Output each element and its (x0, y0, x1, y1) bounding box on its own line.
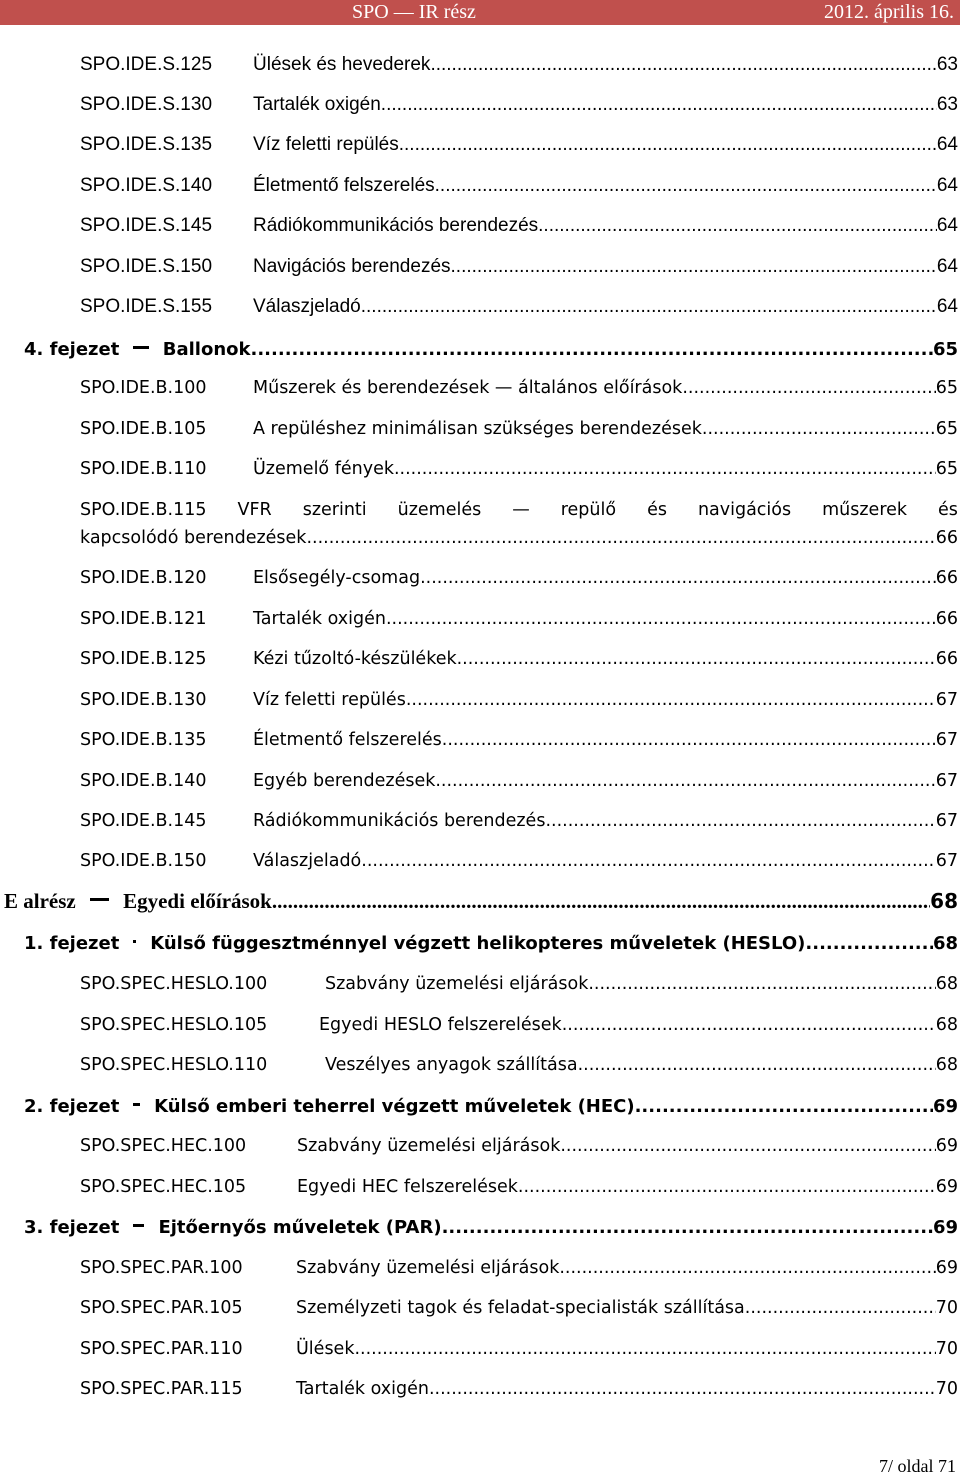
entry-code: SPO.IDE.B.105 (80, 419, 207, 439)
entry-code: SPO.IDE.B.100 (80, 378, 207, 398)
entry-title: Szabvány üzemelési eljárások (297, 1136, 561, 1156)
dot-leader (381, 94, 937, 116)
entry-page: 69 (935, 1177, 958, 1197)
entry-code: SPO.SPEC.PAR.100 (80, 1258, 243, 1278)
entry-page: 66 (935, 649, 958, 669)
entry-page: 70 (935, 1379, 958, 1399)
entry-page: 65 (935, 378, 958, 398)
dot-leader (251, 339, 933, 360)
dot-leader (435, 175, 937, 197)
dot-leader (635, 1096, 933, 1117)
dot-leader (538, 215, 937, 237)
header-date: 2012. április 16. (824, 1, 954, 23)
dot-leader (429, 1379, 936, 1399)
entry-title: Rádiókommunikációs berendezés (253, 811, 546, 831)
dot-leader (702, 419, 936, 439)
entry-title-word: VFR (237, 500, 272, 520)
toc-entry[interactable] (80, 1172, 958, 1202)
entry-code: SPO.SPEC.HEC.105 (80, 1177, 247, 1197)
entry-code: SPO.IDE.S.155 (80, 296, 213, 317)
toc-entry[interactable] (80, 171, 958, 201)
toc-entry[interactable] (80, 50, 958, 80)
dot-leader (745, 1298, 936, 1318)
entry-title-word: szerinti (302, 500, 367, 520)
toc-chapter[interactable] (24, 1091, 958, 1121)
entry-page: 66 (935, 568, 958, 588)
toc-entry[interactable] (80, 604, 958, 634)
entry-title: Elsősegély-csomag (253, 568, 421, 588)
entry-code: SPO.SPEC.HESLO.105 (80, 1015, 268, 1035)
dot-leader (588, 974, 935, 994)
entry-title: Válaszjeladó (253, 296, 361, 317)
entry-title: Személyzeti tagok és feladat-specialisták szállítása (296, 1298, 745, 1318)
entry-code: SPO.IDE.S.135 (80, 134, 213, 155)
dot-leader (272, 889, 930, 914)
toc-entry[interactable] (80, 1010, 958, 1040)
entry-page: 63 (936, 94, 958, 115)
entry-title: Életmentő felszerelés (253, 730, 442, 750)
entry-code: SPO.IDE.S.130 (80, 94, 213, 115)
entry-page: 68 (935, 974, 958, 994)
entry-title: Rádiókommunikációs berendezés (253, 215, 539, 236)
entry-code: SPO.IDE.B.110 (80, 459, 207, 479)
page-header (0, 0, 960, 25)
entry-title: Ülések és hevederek (253, 54, 431, 75)
toc-entry[interactable] (80, 373, 958, 403)
entry-code: SPO.IDE.B.120 (80, 568, 207, 588)
chapter-title: Külső emberi teherrel végzett műveletek (HEC) (154, 1095, 635, 1117)
entry-title: Ülések (296, 1339, 355, 1359)
dot-leader (420, 568, 936, 588)
entry-page: 64 (936, 175, 958, 196)
entry-page: 68 (930, 889, 958, 913)
entry-title: Kézi tűzoltó-készülékek (253, 649, 457, 669)
dot-leader (457, 649, 936, 669)
entry-page: 69 (935, 1136, 958, 1156)
entry-page: 66 (935, 528, 958, 548)
entry-page: 67 (935, 771, 958, 791)
toc-entry[interactable] (80, 1050, 958, 1080)
entry-code: SPO.IDE.B.121 (80, 609, 207, 629)
entry-page: 66 (935, 609, 958, 629)
entry-page: 65 (935, 459, 958, 479)
dot-leader (805, 933, 933, 954)
chapter-label: 2. fejezet (24, 1095, 120, 1117)
chapter-title: Külső függesztménnyel végzett helikopteres műveletek (HESLO) (150, 932, 806, 954)
toc-entry[interactable] (80, 90, 958, 120)
entry-code: SPO.IDE.B.140 (80, 771, 207, 791)
toc-entry[interactable] (80, 1131, 958, 1161)
chapter-title: Ballonok (162, 338, 251, 360)
em-dash (133, 940, 136, 943)
entry-code: SPO.IDE.B.115 (80, 500, 207, 520)
toc-entry[interactable] (80, 846, 958, 876)
entry-page: 68 (935, 1055, 958, 1075)
entry-title: Navigációs berendezés (253, 256, 451, 277)
header-title: SPO — IR rész (352, 1, 476, 23)
entry-page: 70 (935, 1339, 958, 1359)
dot-leader (442, 1217, 933, 1238)
dot-leader (451, 256, 937, 278)
dot-leader (682, 378, 935, 398)
entry-page: 68 (932, 932, 958, 954)
entry-page: 70 (935, 1298, 958, 1318)
entry-code: SPO.IDE.S.140 (80, 175, 213, 196)
em-dash (133, 1103, 140, 1106)
toc-entry[interactable] (80, 1293, 958, 1323)
entry-title: Egyéb berendezések (253, 771, 436, 791)
entry-title: Tartalék oxigén (253, 94, 381, 115)
em-dash (133, 346, 148, 349)
chapter-title: Ejtőernyős műveletek (PAR) (158, 1216, 442, 1238)
part-title: Egyedi előírások (123, 888, 272, 913)
page-footer: 7/ oldal 71 (879, 1456, 956, 1476)
entry-title: Szabvány üzemelési eljárások (296, 1258, 560, 1278)
entry-page: 65 (932, 338, 958, 360)
toc-entry[interactable] (80, 969, 958, 999)
part-label: E alrész (4, 888, 76, 913)
entry-page: 64 (936, 215, 958, 236)
entry-title-word: és (938, 500, 958, 520)
entry-code: SPO.SPEC.PAR.110 (80, 1339, 243, 1359)
toc-entry[interactable] (80, 414, 958, 444)
entry-title-word: repülő (560, 500, 617, 520)
toc-entry[interactable] (80, 130, 958, 160)
entry-code: SPO.IDE.B.130 (80, 690, 207, 710)
chapter-label: 4. fejezet (24, 338, 120, 360)
toc-chapter[interactable] (24, 334, 958, 364)
entry-title: Tartalék oxigén (296, 1379, 429, 1399)
entry-page: 67 (935, 851, 958, 871)
entry-title-word: és (647, 500, 667, 520)
dot-leader (354, 1339, 935, 1359)
entry-title: Válaszjeladó (253, 851, 362, 871)
entry-page: 68 (935, 1015, 958, 1035)
entry-title: Egyedi HESLO felszerelések (319, 1015, 562, 1035)
dot-leader (562, 1015, 936, 1035)
entry-code: SPO.SPEC.HESLO.110 (80, 1055, 268, 1075)
entry-title: Egyedi HEC felszerelések (297, 1177, 518, 1197)
dot-leader (361, 851, 935, 871)
dot-leader (361, 296, 937, 318)
dot-leader (560, 1136, 935, 1156)
toc-entry[interactable] (80, 1374, 958, 1404)
toc-entry[interactable] (80, 292, 958, 322)
entry-page: 63 (936, 54, 958, 75)
entry-title: kapcsolódó berendezések (80, 528, 307, 548)
toc-entry[interactable] (80, 1334, 958, 1364)
em-dash (90, 898, 109, 901)
entry-title: Műszerek és berendezések — általános előírások (253, 378, 683, 398)
entry-code: SPO.IDE.B.150 (80, 851, 207, 871)
dot-leader (442, 730, 936, 750)
dot-leader (435, 771, 935, 791)
entry-title-word: üzemelés (397, 500, 482, 520)
dot-leader (518, 1177, 936, 1197)
toc-entry[interactable] (80, 644, 958, 674)
chapter-label: 3. fejezet (24, 1216, 120, 1238)
chapter-label: 1. fejezet (24, 932, 120, 954)
entry-code: SPO.SPEC.PAR.115 (80, 1379, 243, 1399)
wrapped-line-2 (80, 524, 958, 552)
toc-entry[interactable] (80, 252, 958, 282)
toc-part[interactable] (4, 886, 958, 916)
entry-code: SPO.SPEC.PAR.105 (80, 1298, 243, 1318)
toc-entry[interactable] (80, 725, 958, 755)
em-dash (133, 1224, 144, 1227)
entry-page: 67 (935, 690, 958, 710)
entry-title: Tartalék oxigén (253, 609, 386, 629)
entry-page: 64 (936, 256, 958, 277)
toc-chapter[interactable] (24, 928, 958, 958)
entry-title: Életmentő felszerelés (253, 175, 435, 196)
dot-leader (394, 459, 936, 479)
entry-title: Víz feletti repülés (253, 690, 406, 710)
dot-leader (386, 609, 936, 629)
entry-code: SPO.IDE.S.145 (80, 215, 213, 236)
entry-page: 69 (932, 1095, 958, 1117)
toc-entry[interactable] (80, 211, 958, 241)
dot-leader (406, 690, 936, 710)
toc-chapter[interactable] (24, 1212, 958, 1242)
dot-leader (559, 1258, 935, 1278)
toc-entry[interactable] (80, 685, 958, 715)
toc-entry[interactable] (80, 766, 958, 796)
entry-page: 67 (935, 811, 958, 831)
entry-code: SPO.SPEC.HESLO.100 (80, 974, 268, 994)
toc-entry[interactable] (80, 1253, 958, 1283)
entry-code: SPO.IDE.B.145 (80, 811, 207, 831)
entry-title: A repüléshez minimálisan szükséges berendezések (253, 419, 702, 439)
entry-title: Szabvány üzemelési eljárások (325, 974, 589, 994)
dot-leader (399, 134, 937, 156)
toc-entry[interactable] (80, 454, 958, 484)
dot-leader (545, 811, 935, 831)
toc-entry[interactable] (80, 806, 958, 836)
toc-entry[interactable] (80, 563, 958, 593)
dot-leader (578, 1055, 936, 1075)
entry-code: SPO.SPEC.HEC.100 (80, 1136, 247, 1156)
entry-page: 65 (935, 419, 958, 439)
entry-page: 69 (935, 1258, 958, 1278)
entry-code: SPO.IDE.B.125 (80, 649, 207, 669)
entry-title-word: navigációs (697, 500, 792, 520)
entry-page: 64 (936, 296, 958, 317)
entry-code: SPO.IDE.B.135 (80, 730, 207, 750)
dot-leader (306, 528, 935, 548)
entry-page: 69 (932, 1216, 958, 1238)
entry-code: SPO.IDE.S.125 (80, 54, 213, 75)
toc-entry-wrapped[interactable] (80, 496, 958, 552)
entry-code: SPO.IDE.S.150 (80, 256, 213, 277)
entry-page: 64 (936, 134, 958, 155)
entry-title-word: — (512, 500, 530, 520)
entry-title: Üzemelő fények (253, 459, 394, 479)
wrapped-line-1 (80, 496, 958, 524)
entry-title: Veszélyes anyagok szállítása (325, 1055, 578, 1075)
entry-page: 67 (935, 730, 958, 750)
dot-leader (430, 54, 936, 76)
entry-title-word: műszerek (822, 500, 908, 520)
entry-title: Víz feletti repülés (253, 134, 399, 155)
